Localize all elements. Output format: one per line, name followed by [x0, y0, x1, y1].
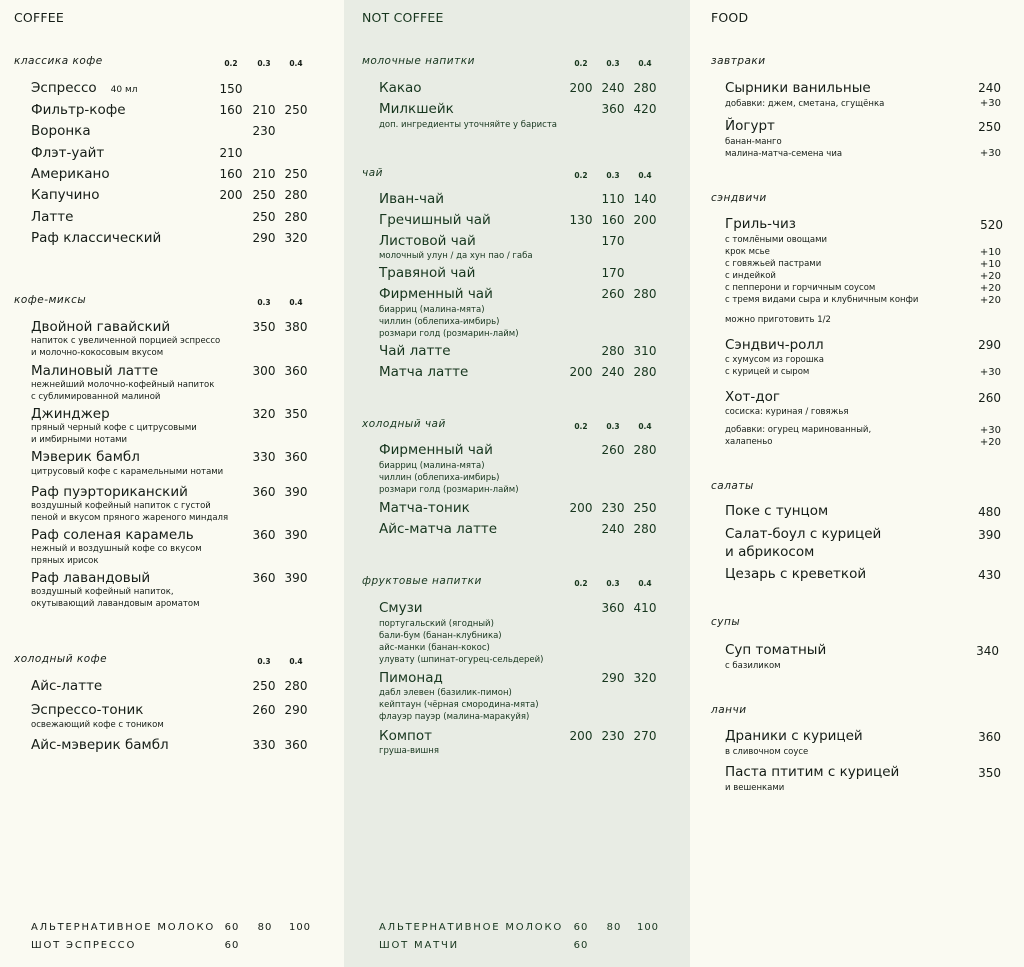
extra-price: 100 — [636, 922, 660, 933]
size-header: 0.2 — [574, 59, 588, 68]
size-header: 0.3 — [606, 171, 620, 180]
item-description — [379, 745, 439, 757]
menu-item-name: Иван-чай — [379, 191, 445, 207]
price: 310 — [633, 344, 657, 358]
price: 420 — [633, 102, 657, 116]
section-title-milk-drinks: молочные напитки — [362, 55, 475, 67]
note-line: пряных ирисок — [31, 556, 99, 566]
price: 350 — [284, 407, 308, 421]
size-header: 0.2 — [574, 171, 588, 180]
menu-item-volume: 40 мл — [110, 85, 138, 95]
price: 260 — [978, 391, 1001, 405]
size-header: 0.4 — [289, 298, 303, 307]
menu-item-name: Двойной гавайский — [31, 319, 171, 335]
item-description — [31, 719, 164, 731]
price: 200 — [569, 501, 593, 515]
extra-espresso-shot-label: ШОТ ЭСПРЕССО — [31, 940, 137, 951]
price: 200 — [569, 81, 593, 95]
extra-price: 100 — [288, 922, 312, 933]
menu-item-name: Листовой чай — [379, 233, 476, 249]
note-line: воздушный кофейный напиток с густой — [31, 501, 211, 511]
price: 200 — [569, 729, 593, 743]
item-note: с базиликом — [725, 661, 781, 671]
price: 480 — [978, 505, 1001, 519]
item-note: халапеньо — [725, 437, 773, 447]
menu-item-name: Поке с тунцом — [725, 503, 829, 519]
note-line: кейптаун (чёрная смородина-мята) — [379, 700, 539, 710]
menu-item-name: Капучино — [31, 187, 100, 203]
price: 380 — [284, 320, 308, 334]
item-description — [379, 460, 519, 496]
menu-item-name: Травяной чай — [379, 265, 476, 281]
menu-item-name: Айс-мэверик бамбл — [31, 737, 169, 753]
section-title-classic-coffee: классика кофе — [14, 55, 103, 67]
menu-item-name: Эспрессо — [31, 80, 97, 96]
price: 210 — [219, 146, 243, 160]
note-line: розмари голд (розмарин-лайм) — [379, 329, 519, 339]
price: 320 — [633, 671, 657, 685]
note-line: доп. ингредиенты уточняйте у бариста — [379, 120, 557, 130]
price: 360 — [252, 528, 276, 542]
note-line: пеной и вкусом пряного жареного миндаля — [31, 513, 229, 523]
size-header: 0.4 — [638, 422, 652, 431]
note-line: нежный и воздушный кофе со вкусом — [31, 544, 202, 554]
menu-item-name: Паста птитим с курицей — [725, 764, 900, 780]
note-line: розмари голд (розмарин-лайм) — [379, 485, 519, 495]
menu-item-name: Сырники ванильные — [725, 80, 871, 96]
note-line: чиллин (облепиха-имбирь) — [379, 317, 500, 327]
addon-price: +10 — [979, 247, 1001, 258]
section-title-coffee-mixes: кофе-миксы — [14, 294, 87, 306]
price: 280 — [284, 210, 308, 224]
price: 250 — [978, 120, 1001, 134]
price: 230 — [601, 501, 625, 515]
menu-item-name: Какао — [379, 80, 422, 96]
note-line: улувату (шпинат-огурец-сельдерей) — [379, 655, 544, 665]
price: 290 — [978, 338, 1001, 352]
note-line: цитрусовый кофе с карамельными нотами — [31, 467, 224, 477]
not-coffee-column-title: NOT COFFEE — [362, 10, 444, 25]
item-description — [379, 304, 519, 340]
menu-item-name: Раф классический — [31, 230, 162, 246]
price: 150 — [219, 82, 243, 96]
price: 360 — [284, 364, 308, 378]
item-note: можно приготовить 1/2 — [725, 315, 831, 325]
price: 390 — [284, 528, 308, 542]
price: 260 — [601, 443, 625, 457]
note-line: и молочно-кокосовым вкусом — [31, 348, 164, 358]
price: 130 — [569, 213, 593, 227]
menu-item-name-line2: и абрикосом — [725, 544, 815, 560]
price: 170 — [601, 266, 625, 280]
price: 110 — [601, 192, 625, 206]
price: 360 — [284, 450, 308, 464]
size-header: 0.4 — [638, 59, 652, 68]
section-title-breakfast: завтраки — [711, 55, 766, 67]
section-title-sandwiches: сэндвичи — [711, 192, 767, 204]
section-title-soups: супы — [711, 616, 741, 628]
price: 260 — [601, 287, 625, 301]
item-note: и вешенками — [725, 783, 785, 793]
section-title-salads: салаты — [711, 480, 754, 492]
menu-item-name: Американо — [31, 166, 110, 182]
coffee-column — [0, 0, 344, 967]
menu-item-name: Латте — [31, 209, 74, 225]
price: 360 — [601, 601, 625, 615]
menu-item — [31, 80, 138, 96]
item-note: малина-матча-семена чиа — [725, 149, 843, 159]
item-description — [31, 335, 220, 359]
extra-price: 60 — [573, 940, 589, 951]
menu-item-name: Раф пуэрториканский — [31, 484, 188, 500]
price: 290 — [601, 671, 625, 685]
price: 160 — [219, 167, 243, 181]
item-description — [379, 618, 543, 666]
menu-item-name: Хот-дог — [725, 389, 780, 405]
menu-item-name: Айс-латте — [31, 678, 103, 694]
menu-item-name: Раф соленая карамель — [31, 527, 194, 543]
menu-item-name: Флэт-уайт — [31, 145, 105, 161]
price: 200 — [569, 365, 593, 379]
size-header: 0.3 — [606, 579, 620, 588]
item-note: сосиска: куриная / говяжья — [725, 407, 849, 417]
size-header: 0.4 — [638, 171, 652, 180]
note-line: молочный улун / да хун пао / габа — [379, 251, 533, 261]
menu-item-name: Йогурт — [725, 118, 775, 134]
price: 360 — [284, 738, 308, 752]
item-description — [31, 466, 223, 478]
price: 300 — [252, 364, 276, 378]
section-title-tea: чай — [362, 167, 383, 179]
note-line: окутывающий лавандовым ароматом — [31, 599, 200, 609]
price: 340 — [976, 644, 999, 658]
price: 210 — [252, 167, 276, 181]
menu-item-name: Драники с курицей — [725, 728, 863, 744]
note-line: груша-вишня — [379, 746, 439, 756]
size-header: 0.3 — [257, 657, 271, 666]
price: 350 — [978, 766, 1001, 780]
extra-price: 80 — [257, 922, 273, 933]
price: 290 — [284, 703, 308, 717]
food-column-title: FOOD — [711, 10, 749, 25]
note-line: воздушный кофейный напиток, — [31, 587, 174, 597]
menu-item-name: Суп томатный — [725, 642, 827, 658]
menu-item-name: Салат-боул с курицей — [725, 526, 882, 542]
size-header: 0.3 — [606, 422, 620, 431]
food-column — [690, 0, 1024, 967]
price: 280 — [284, 679, 308, 693]
price: 200 — [219, 188, 243, 202]
item-note: с индейкой — [725, 271, 776, 281]
price: 240 — [978, 81, 1001, 95]
section-title-fruit-drinks: фруктовые напитки — [362, 575, 482, 587]
note-line: биарриц (малина-мята) — [379, 461, 485, 471]
item-note: добавки: джем, сметана, сгущёнка — [725, 99, 885, 109]
price: 280 — [284, 188, 308, 202]
price: 250 — [284, 167, 308, 181]
size-header: 0.2 — [574, 422, 588, 431]
note-line: флауэр пауэр (малина-маракуйя) — [379, 712, 530, 722]
item-note: крок мсье — [725, 247, 770, 257]
price: 160 — [219, 103, 243, 117]
addon-price: +10 — [979, 259, 1001, 270]
price: 320 — [252, 407, 276, 421]
price: 360 — [252, 485, 276, 499]
menu-item-name: Фирменный чай — [379, 442, 493, 458]
price: 240 — [601, 365, 625, 379]
note-line: с сублимированной малиной — [31, 392, 161, 402]
item-note: банан-манго — [725, 137, 782, 147]
menu-item-name: Компот — [379, 728, 432, 744]
note-line: и имбирными нотами — [31, 435, 128, 445]
price: 360 — [252, 571, 276, 585]
size-header: 0.4 — [289, 59, 303, 68]
price: 350 — [252, 320, 276, 334]
addon-price: +30 — [979, 425, 1001, 436]
extra-price: 80 — [606, 922, 622, 933]
size-header: 0.3 — [606, 59, 620, 68]
extra-alt-milk-label: АЛЬТЕРНАТИВНОЕ МОЛОКО — [31, 922, 216, 933]
size-header: 0.2 — [574, 579, 588, 588]
price: 250 — [252, 679, 276, 693]
price: 330 — [252, 450, 276, 464]
price: 360 — [978, 730, 1001, 744]
price: 250 — [633, 501, 657, 515]
menu-item-name: Малиновый латте — [31, 363, 159, 379]
price: 240 — [601, 81, 625, 95]
item-note: с говяжьей пастрами — [725, 259, 822, 269]
price: 240 — [601, 522, 625, 536]
note-line: бали-бум (банан-клубника) — [379, 631, 502, 641]
menu-item-name: Гречишный чай — [379, 212, 491, 228]
price: 320 — [284, 231, 308, 245]
price: 230 — [252, 124, 276, 138]
price: 280 — [633, 365, 657, 379]
item-description — [31, 543, 202, 567]
note-line: биарриц (малина-мята) — [379, 305, 485, 315]
item-note: с хумусом из горошка — [725, 355, 824, 365]
menu-item-name: Джинджер — [31, 406, 110, 422]
price: 430 — [978, 568, 1001, 582]
price: 200 — [633, 213, 657, 227]
price: 260 — [252, 703, 276, 717]
price: 390 — [284, 571, 308, 585]
item-description — [379, 687, 539, 723]
addon-price: +20 — [979, 437, 1001, 448]
item-note: с курицей и сыром — [725, 367, 810, 377]
item-description — [379, 250, 533, 262]
extra-matcha-shot-label: ШОТ МАТЧИ — [379, 940, 459, 951]
price: 140 — [633, 192, 657, 206]
menu-item-name: Чай латте — [379, 343, 451, 359]
section-title-cold-tea: холодный чай — [362, 418, 446, 430]
note-line: нежнейший молочно-кофейный напиток — [31, 380, 215, 390]
price: 280 — [633, 522, 657, 536]
note-line: португальский (ягодный) — [379, 619, 494, 629]
item-description — [379, 119, 557, 131]
size-header: 0.3 — [257, 298, 271, 307]
menu-item-name: Фирменный чай — [379, 286, 493, 302]
price: 390 — [284, 485, 308, 499]
item-description — [31, 586, 199, 610]
price: 250 — [284, 103, 308, 117]
menu-item-name: Матча-тоник — [379, 500, 470, 516]
item-description — [31, 500, 228, 524]
item-note: с тремя видами сыра и клубничным конфи — [725, 295, 919, 305]
item-note: с пепперони и горчичным соусом — [725, 283, 876, 293]
item-note: добавки: огурец маринованный, — [725, 425, 872, 435]
price: 160 — [601, 213, 625, 227]
menu-item-name: Фильтр-кофе — [31, 102, 126, 118]
price: 230 — [601, 729, 625, 743]
note-line: освежающий кофе с тоником — [31, 720, 164, 730]
menu-item-name: Смузи — [379, 600, 423, 616]
addon-price: +30 — [979, 367, 1001, 378]
price: 280 — [633, 287, 657, 301]
addon-price: +20 — [979, 295, 1001, 306]
price: 410 — [633, 601, 657, 615]
menu-item-name: Айс-матча латте — [379, 521, 498, 537]
price: 290 — [252, 231, 276, 245]
menu-item-name: Воронка — [31, 123, 91, 139]
size-header: 0.3 — [257, 59, 271, 68]
note-line: чиллин (облепиха-имбирь) — [379, 473, 500, 483]
price: 250 — [252, 188, 276, 202]
extra-price: 60 — [224, 940, 240, 951]
addon-price: +30 — [979, 98, 1001, 109]
not-coffee-column — [344, 0, 690, 967]
extra-price: 60 — [573, 922, 589, 933]
menu-item-name: Сэндвич-ролл — [725, 337, 824, 353]
price: 520 — [980, 218, 1003, 232]
price: 360 — [601, 102, 625, 116]
item-description — [31, 379, 214, 403]
price: 170 — [601, 234, 625, 248]
menu-item-name: Матча латте — [379, 364, 469, 380]
note-line: дабл элевен (базилик-пимон) — [379, 688, 512, 698]
price: 280 — [633, 443, 657, 457]
item-note: с томлёными овощами — [725, 235, 828, 245]
section-title-cold-coffee: холодный кофе — [14, 653, 108, 665]
addon-price: +20 — [979, 271, 1001, 282]
price: 280 — [633, 81, 657, 95]
price: 390 — [978, 528, 1001, 542]
size-header: 0.4 — [289, 657, 303, 666]
menu-item-name: Мэверик бамбл — [31, 449, 140, 465]
coffee-column-title: COFFEE — [14, 10, 64, 25]
price: 270 — [633, 729, 657, 743]
addon-price: +20 — [979, 283, 1001, 294]
menu-item-name: Эспрессо-тоник — [31, 702, 144, 718]
item-note: в сливочном соусе — [725, 747, 809, 757]
size-header: 0.4 — [638, 579, 652, 588]
size-header: 0.2 — [224, 59, 238, 68]
note-line: айс-манки (банан-кокос) — [379, 643, 490, 653]
extra-price: 60 — [224, 922, 240, 933]
extra-alt-milk-label: АЛЬТЕРНАТИВНОЕ МОЛОКО — [379, 922, 564, 933]
addon-price: +30 — [979, 148, 1001, 159]
menu-item-name: Пимонад — [379, 670, 443, 686]
note-line: пряный черный кофе с цитрусовыми — [31, 423, 197, 433]
price: 210 — [252, 103, 276, 117]
price: 250 — [252, 210, 276, 224]
price: 280 — [601, 344, 625, 358]
menu-item-name: Цезарь с креветкой — [725, 566, 867, 582]
note-line: напиток с увеличенной порцией эспрессо — [31, 336, 221, 346]
menu-item-name: Раф лавандовый — [31, 570, 151, 586]
price: 330 — [252, 738, 276, 752]
section-title-lunch: ланчи — [711, 704, 747, 716]
item-description — [31, 422, 197, 446]
menu-item-name: Гриль-чиз — [725, 216, 796, 232]
menu-item-name: Милкшейк — [379, 101, 454, 117]
